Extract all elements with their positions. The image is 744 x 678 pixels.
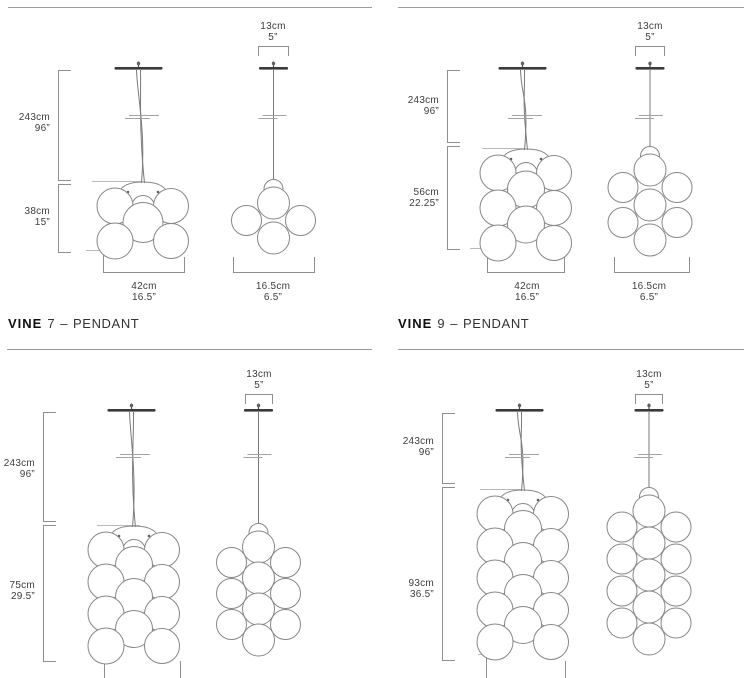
pendant-technical-drawing <box>0 339 372 678</box>
title-number: 9 <box>437 316 446 331</box>
drop-length-metric: 243cm <box>18 112 50 123</box>
fixture-height-label <box>409 578 434 600</box>
canopy-width-metric: 13cm <box>246 369 272 380</box>
front-width-imperial: 16.5” <box>514 292 540 303</box>
drop-length-imperial: 96” <box>418 447 434 458</box>
drop-length-imperial: 96” <box>34 123 50 134</box>
panel-vine-7-pendant <box>0 0 372 339</box>
drop-length-label <box>408 95 439 117</box>
front-width-label <box>131 281 156 303</box>
product-title <box>8 316 139 331</box>
front-width-label <box>514 281 539 303</box>
title-brand: VINE <box>398 316 433 331</box>
side-width-metric: 16.5cm <box>255 281 291 292</box>
fixture-height-imperial: 29.5” <box>10 591 35 602</box>
fixture-height-metric: 56cm <box>413 187 439 198</box>
canopy-width-label <box>260 21 285 43</box>
fixture-height-metric: 38cm <box>24 206 50 217</box>
title-dash: – <box>60 316 69 331</box>
front-width-imperial: 16.5” <box>131 292 157 303</box>
fixture-height-metric: 75cm <box>9 580 35 591</box>
side-width-imperial: 6.5” <box>639 292 659 303</box>
product-title <box>398 316 529 331</box>
drop-length-metric: 243cm <box>3 458 35 469</box>
side-width-label <box>632 281 666 303</box>
canopy-width-metric: 13cm <box>637 21 663 32</box>
fixture-height-imperial: 36.5” <box>409 589 434 600</box>
fixture-height-label <box>10 580 35 602</box>
canopy-width-imperial: 5” <box>254 380 264 391</box>
title-brand: VINE <box>8 316 43 331</box>
canopy-width-imperial: 5” <box>268 32 278 43</box>
canopy-width-imperial: 5” <box>644 380 654 391</box>
side-width-imperial: 6.5” <box>263 292 283 303</box>
canopy-width-label <box>246 369 271 391</box>
panel-vine-9-pendant <box>372 0 744 339</box>
drop-length-imperial: 96” <box>19 469 35 480</box>
side-width-label <box>256 281 290 303</box>
fixture-height-label <box>409 187 439 209</box>
fixture-height-imperial: 22.25” <box>409 198 439 209</box>
canopy-width-label <box>637 21 662 43</box>
drop-length-label <box>403 436 434 458</box>
title-number: 7 <box>47 316 56 331</box>
pendant-technical-drawing <box>372 339 744 678</box>
vine-7-technical-drawing <box>0 0 372 339</box>
title-type: PENDANT <box>73 316 140 331</box>
panel-pendant-bottom-left <box>0 339 372 678</box>
drop-length-label <box>4 458 35 480</box>
title-type: PENDANT <box>463 316 530 331</box>
canopy-width-imperial: 5” <box>645 32 655 43</box>
canopy-width-metric: 13cm <box>260 21 286 32</box>
front-width-metric: 42cm <box>131 281 157 292</box>
drop-length-label <box>19 112 50 134</box>
side-width-metric: 16.5cm <box>631 281 667 292</box>
fixture-height-label <box>25 206 50 228</box>
vine-9-technical-drawing <box>372 0 744 339</box>
panel-pendant-bottom-right <box>372 339 744 678</box>
drop-length-metric: 243cm <box>407 95 439 106</box>
drop-length-metric: 243cm <box>402 436 434 447</box>
canopy-width-label <box>636 369 661 391</box>
canopy-width-metric: 13cm <box>636 369 662 380</box>
title-dash: – <box>450 316 459 331</box>
fixture-height-imperial: 15” <box>34 217 50 228</box>
drop-length-imperial: 96” <box>423 106 439 117</box>
front-width-metric: 42cm <box>514 281 540 292</box>
fixture-height-metric: 93cm <box>408 578 434 589</box>
